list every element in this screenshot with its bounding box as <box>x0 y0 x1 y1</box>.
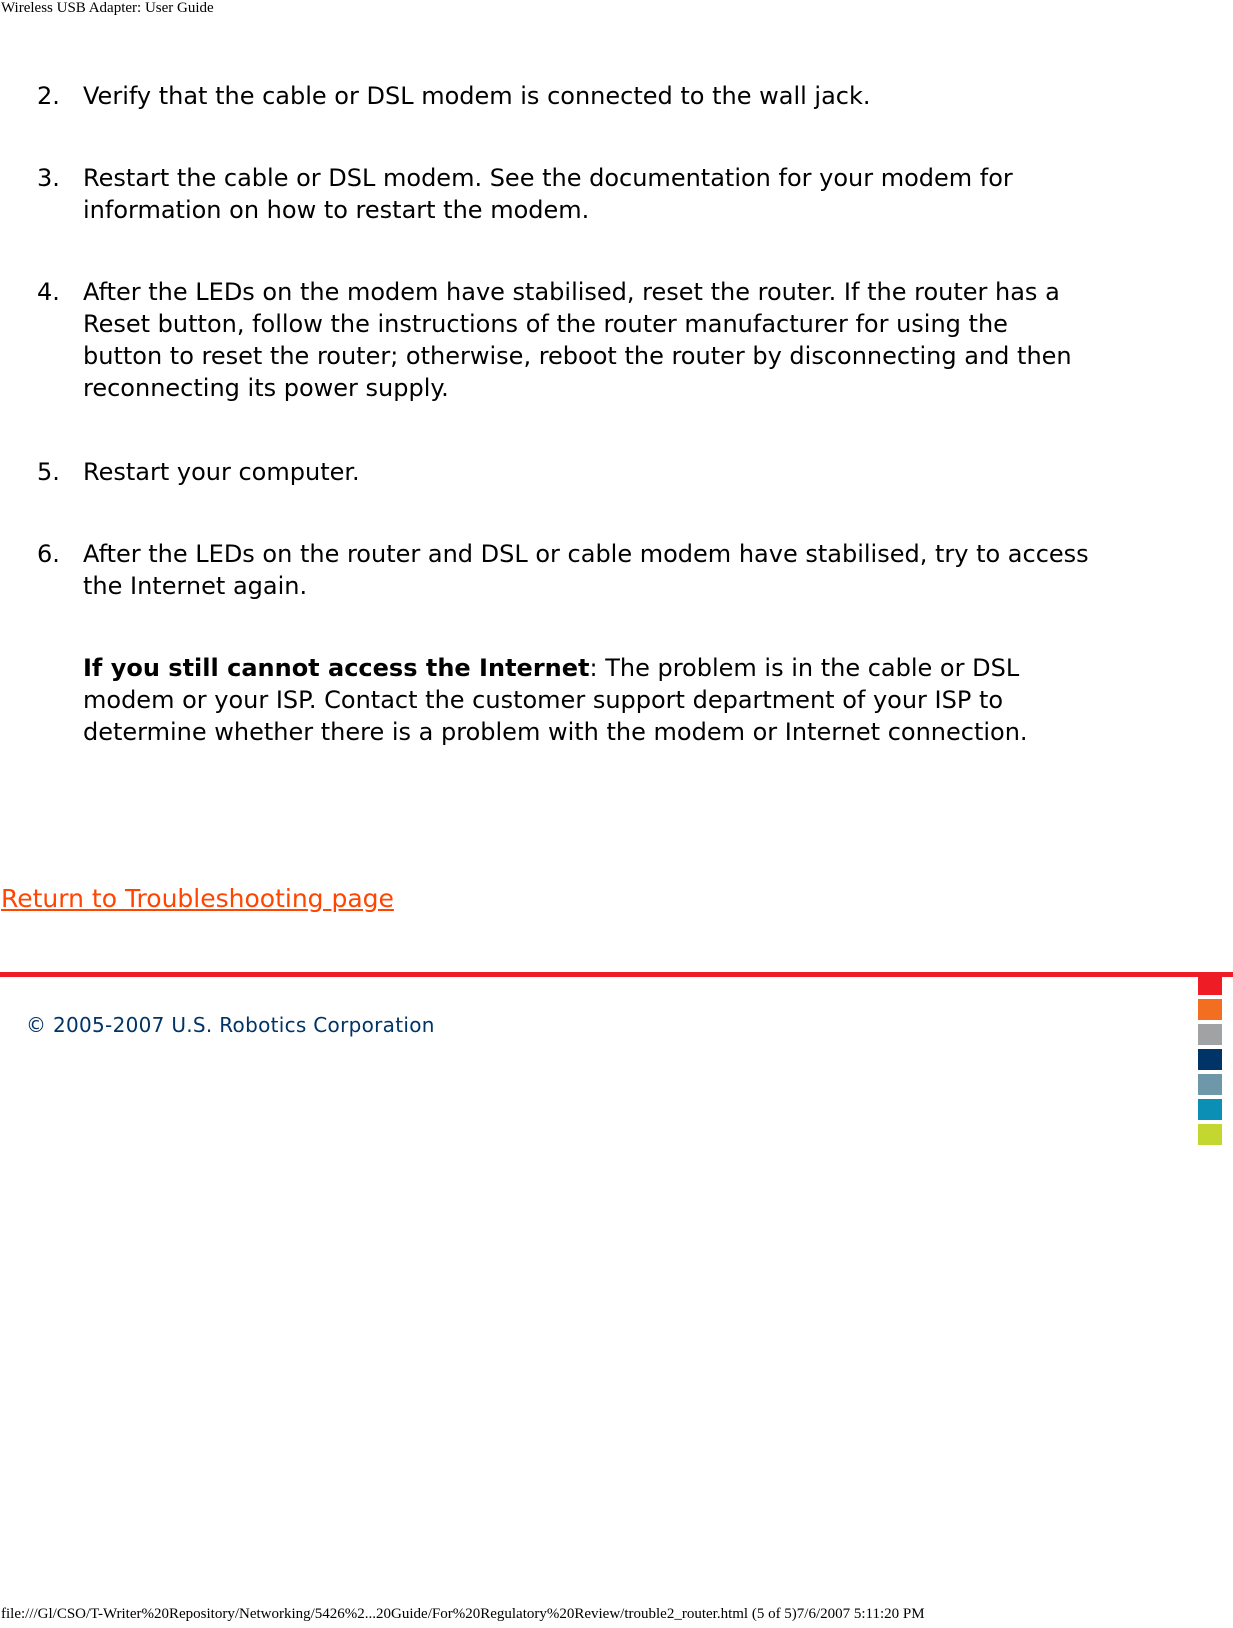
step-number: 2. <box>37 82 60 110</box>
step-number: 3. <box>37 164 60 192</box>
step-text: Verify that the cable or DSL modem is connected to the wall jack. <box>83 82 871 110</box>
step-text: Restart the cable or DSL modem. See the documentation for your modem for information on how to restart the modem. <box>83 164 1013 224</box>
step-number: 6. <box>37 540 60 568</box>
troubleshooting-note <box>83 652 1228 748</box>
step-text: Restart your computer. <box>83 458 360 486</box>
step-number: 4. <box>37 278 60 306</box>
color-square <box>1198 1049 1222 1070</box>
return-to-troubleshooting-link[interactable]: Return to Troubleshooting page <box>1 884 394 913</box>
color-square <box>1198 974 1222 995</box>
copyright-text: © 2005-2007 U.S. Robotics Corporation <box>26 1013 435 1037</box>
color-square <box>1198 1024 1222 1045</box>
step-number: 5. <box>37 458 60 486</box>
footer-divider <box>0 972 1233 977</box>
document-title: Wireless USB Adapter: User Guide <box>1 0 214 16</box>
color-square <box>1198 999 1222 1020</box>
color-square <box>1198 1074 1222 1095</box>
color-square <box>1198 1124 1222 1145</box>
note-text: : The problem is in the cable or DSL modem or your ISP. Contact the customer support department of your ISP to determine whether there is a problem with the modem or Internet connection. <box>83 654 1028 746</box>
file-path-footer: file:///Gl/CSO/T-Writer%20Repository/Networking/5426%2...20Guide/For%20Regulatory%20Review/trouble2_router.html (5 of 5)7/6/2007 5:11:20 PM <box>1 1606 925 1622</box>
step-text: After the LEDs on the modem have stabilised, reset the router. If the router has a Reset button, follow the instructions of the router manufacturer for using the button to reset the router; otherwise, reboot the router by disconnecting and then reconnecting its power supply. <box>83 278 1072 402</box>
note-heading: If you still cannot access the Internet <box>83 654 590 682</box>
step-text: After the LEDs on the router and DSL or cable modem have stabilised, try to access the Internet again. <box>83 540 1089 600</box>
color-square <box>1198 1099 1222 1120</box>
